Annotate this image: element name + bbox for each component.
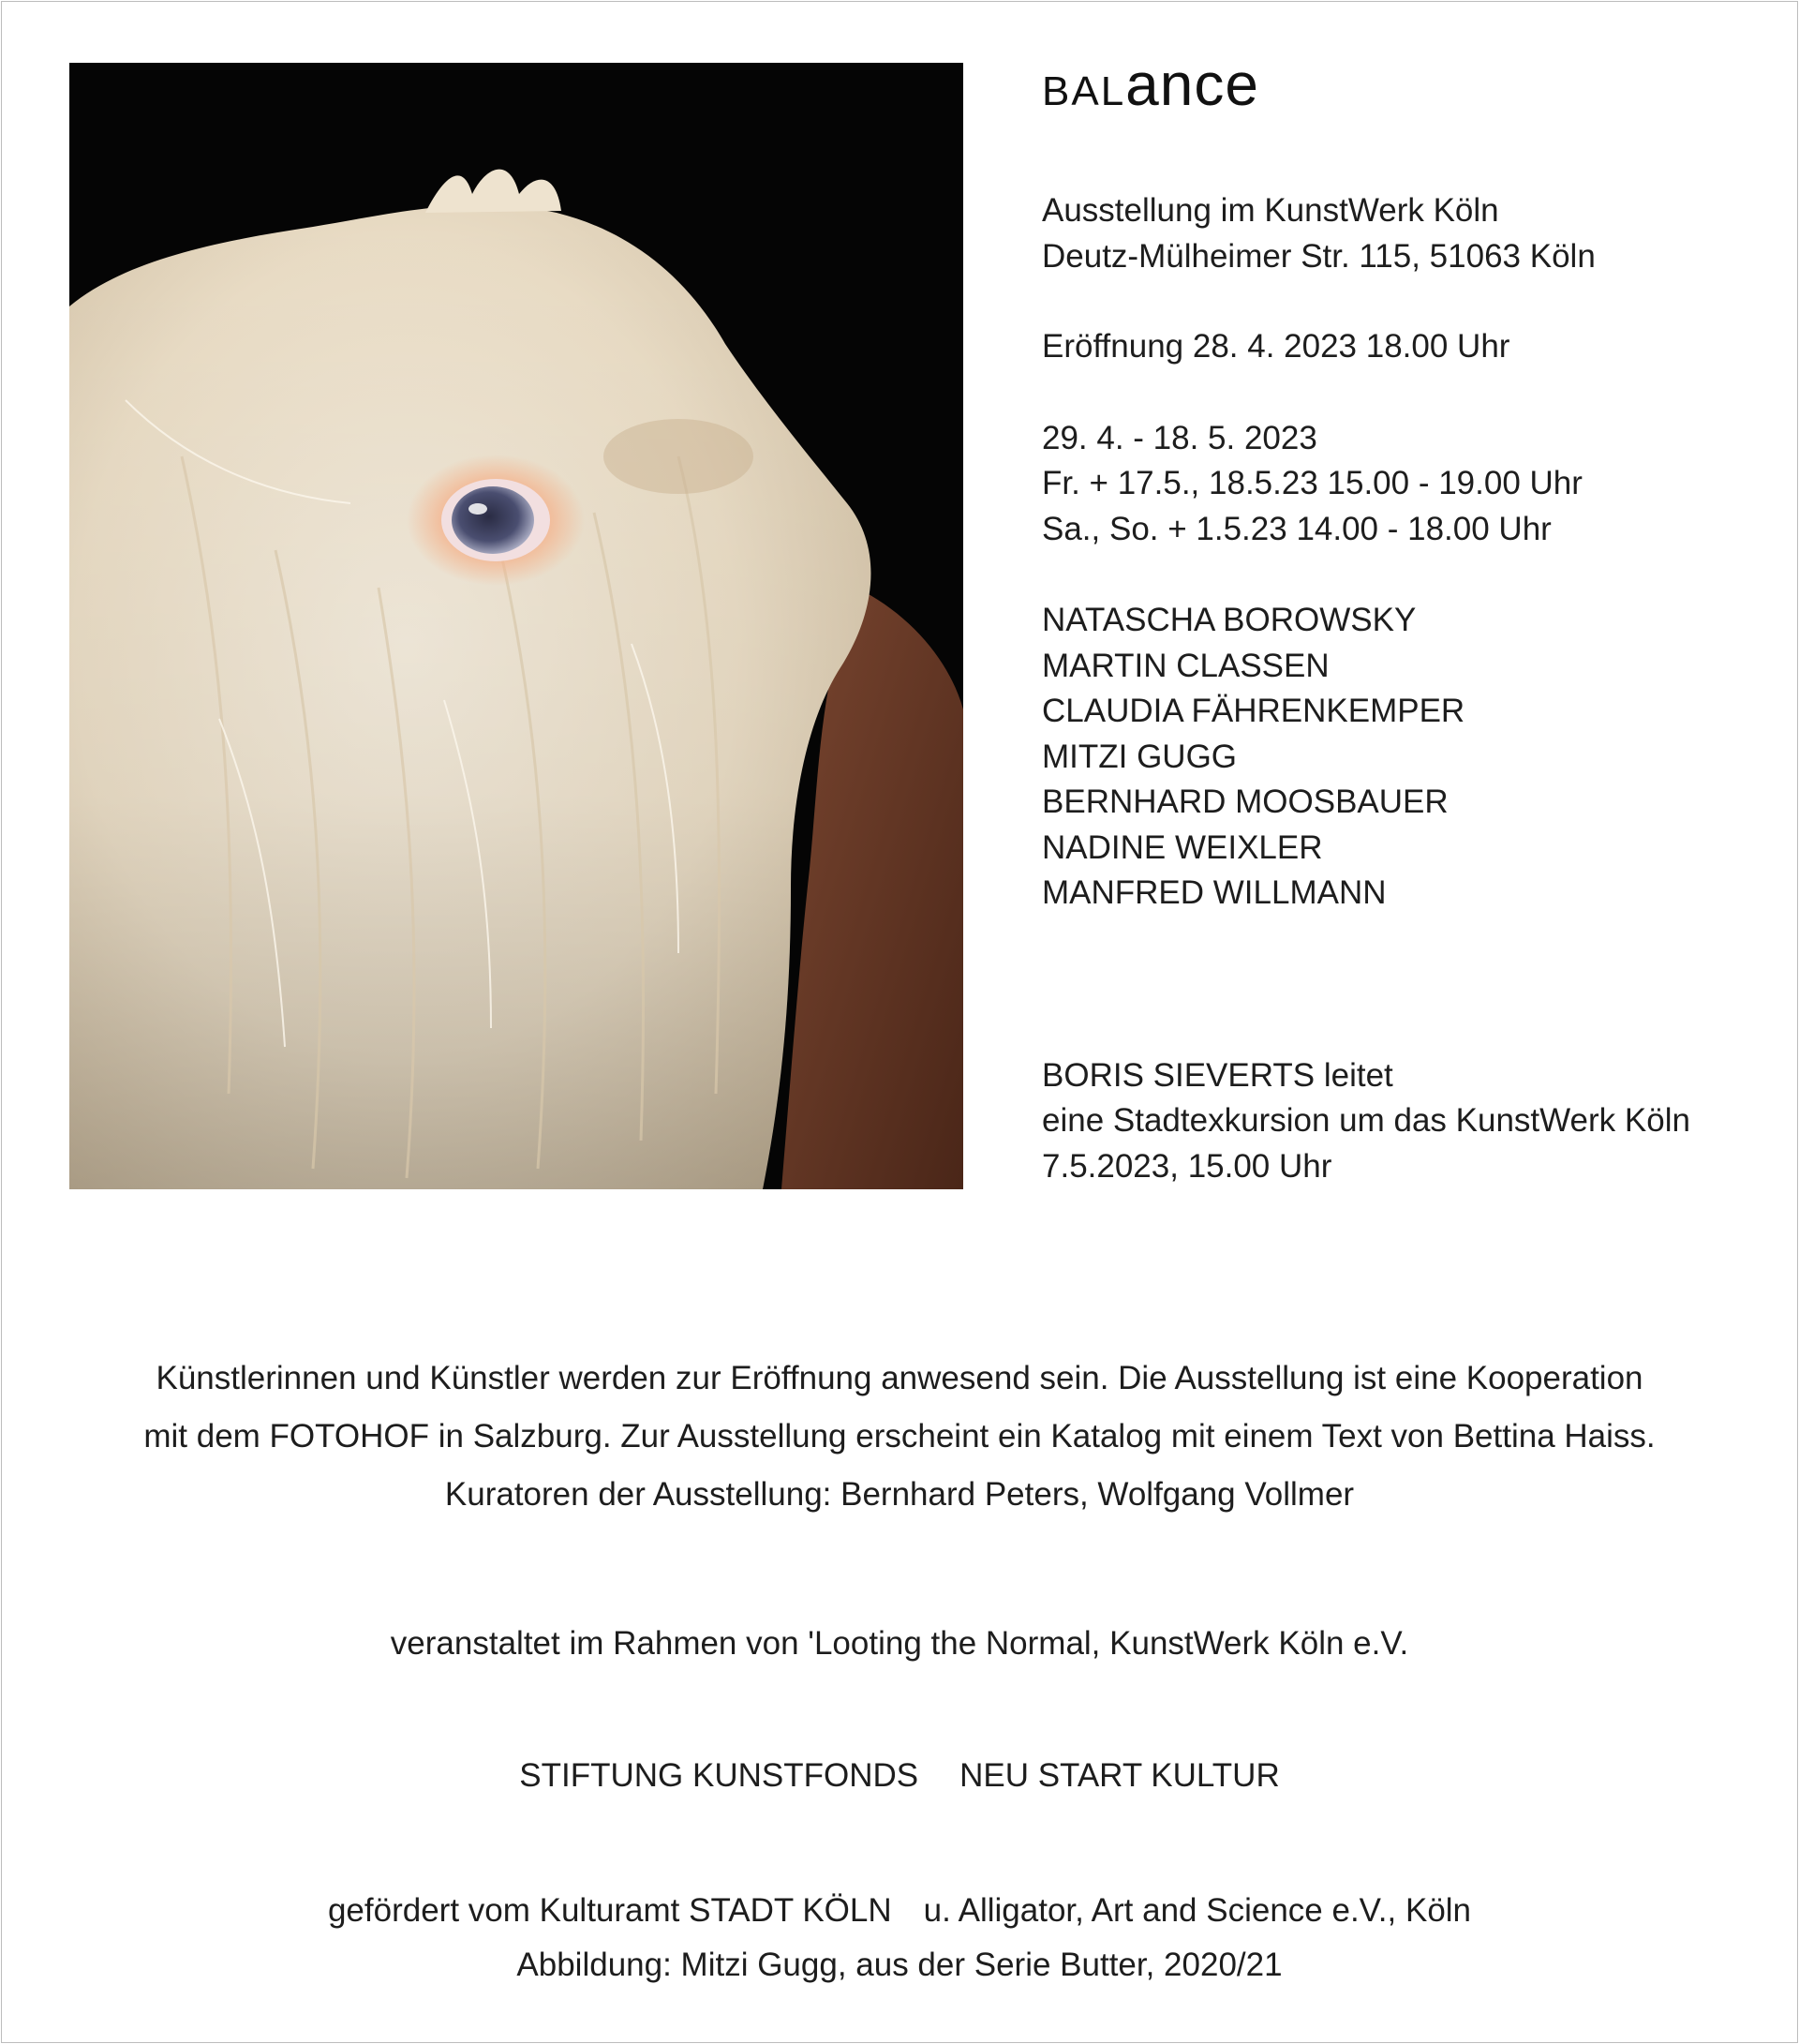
support-kulturamt: gefördert vom Kulturamt STADT KÖLN	[327, 1892, 892, 1929]
exhibition-photo	[69, 63, 963, 1189]
artist-name: CLAUDIA FÄHRENKEMPER	[1042, 693, 1465, 729]
exhibition-title	[1042, 47, 1782, 129]
excursion-description: eine Stadtexkursion um das KunstWerk Köln	[1042, 1102, 1690, 1139]
excursion-date: 7.5.2023, 15.00 Uhr	[1042, 1147, 1332, 1185]
funders	[0, 1749, 1799, 1803]
opening-text: Eröffnung 28. 4. 2023 18.00 Uhr	[1042, 328, 1510, 365]
hours-weekend: Sa., So. + 1.5.23 14.00 - 18.00 Uhr	[1042, 510, 1552, 547]
date-range: 29. 4. - 18. 5. 2023	[1042, 419, 1317, 456]
title-caps: BAL	[1042, 68, 1126, 114]
organizer	[0, 1617, 1799, 1671]
image-credit: Abbildung: Mitzi Gugg, aus der Serie Butter, 2020/21	[516, 1947, 1283, 1983]
funder-neu-start-kultur: NEU START KULTUR	[959, 1757, 1280, 1794]
opening-date	[1042, 324, 1782, 370]
support-alligator: u. Alligator, Art and Science e.V., Köln	[923, 1892, 1472, 1929]
venue	[1042, 188, 1782, 279]
artist-name: MANFRED WILLMANN	[1042, 874, 1387, 911]
organizer-text: veranstaltet im Rahmen von 'Looting the Normal, KunstWerk Köln e.V.	[390, 1625, 1409, 1662]
funder-stiftung-kunstfonds: STIFTUNG KUNSTFONDS	[519, 1757, 919, 1794]
exhibition-info	[1042, 47, 1782, 1189]
artist-name: NADINE WEIXLER	[1042, 828, 1323, 866]
artist-name: MARTIN CLASSEN	[1042, 647, 1330, 684]
artist-name: BERNHARD MOOSBAUER	[1042, 783, 1449, 820]
cow-head-photo	[69, 63, 963, 1189]
venue-name: Ausstellung im KunstWerk Köln	[1042, 192, 1499, 229]
excursion-leader: BORIS SIEVERTS leitet	[1042, 1056, 1393, 1094]
exhibition-description	[0, 1350, 1799, 1524]
artist-list	[1042, 598, 1782, 917]
title-rest: ance	[1125, 51, 1259, 118]
curators-line: Kuratoren der Ausstellung: Bernhard Peters, Wolfgang Vollmer	[444, 1476, 1355, 1513]
support-credits	[0, 1884, 1799, 1992]
artist-name: NATASCHA BOROWSKY	[1042, 602, 1417, 638]
exhibition-dates	[1042, 416, 1782, 553]
description-line: Künstlerinnen und Künstler werden zur Eröffnung anwesend sein. Die Ausstellung ist eine Kooperation	[156, 1360, 1643, 1396]
artist-name: MITZI GUGG	[1042, 738, 1238, 775]
hours-friday: Fr. + 17.5., 18.5.23 15.00 - 19.00 Uhr	[1042, 465, 1583, 501]
venue-address: Deutz-Mülheimer Str. 115, 51063 Köln	[1042, 237, 1596, 275]
city-excursion	[1042, 1053, 1782, 1190]
description-line: mit dem FOTOHOF in Salzburg. Zur Ausstellung erscheint ein Katalog mit einem Text von Bettina Haiss.	[143, 1418, 1656, 1455]
